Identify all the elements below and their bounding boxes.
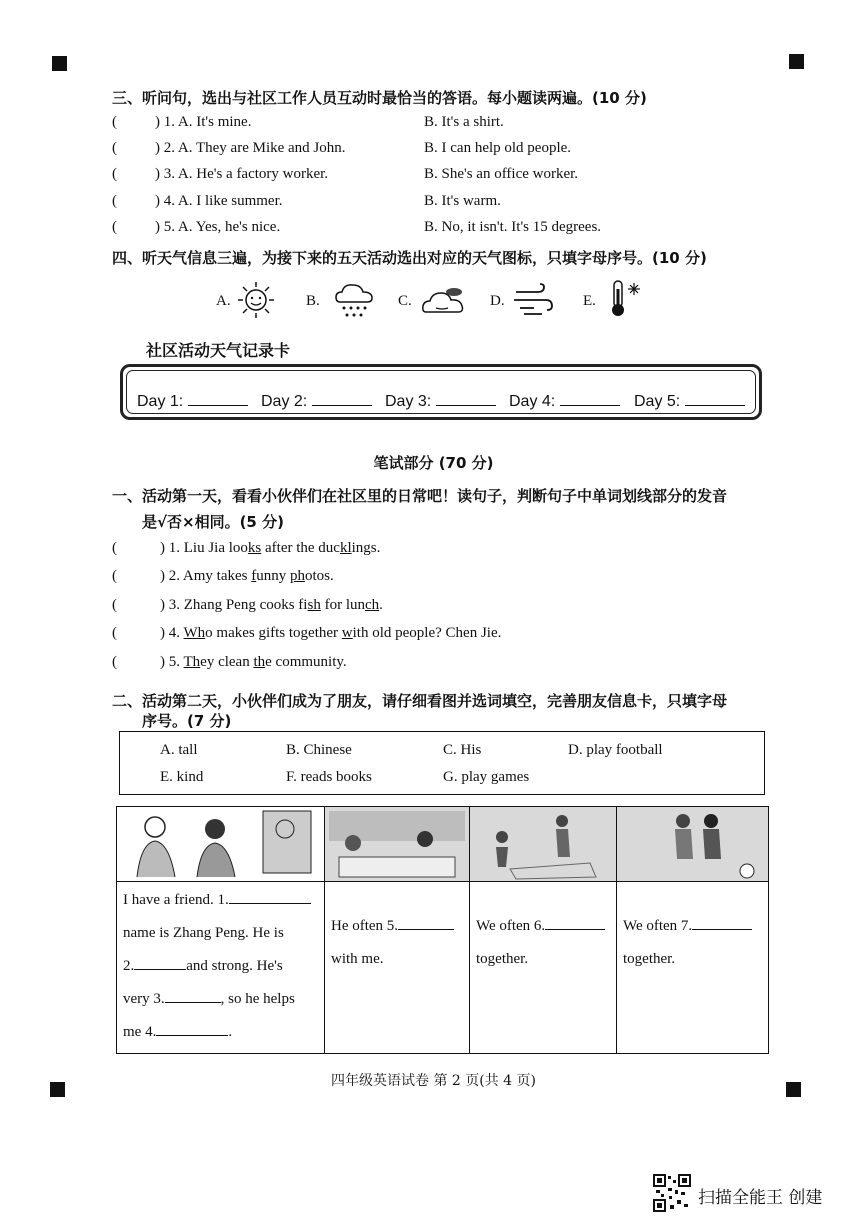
day-5-field[interactable] (634, 391, 745, 411)
cell-line: me 4. . (123, 1016, 318, 1049)
answer-blank-6[interactable] (545, 915, 605, 930)
day-3-field[interactable] (385, 391, 496, 411)
part-1-title-cont: 是√否×相同。(5 分) (142, 513, 284, 531)
friends-reading-picture (117, 807, 324, 881)
word-option: D. play football (568, 742, 663, 758)
word-option: A. tall (160, 742, 198, 758)
sun-icon (236, 280, 276, 320)
question-row: ( (112, 114, 117, 130)
answer-blank[interactable] (685, 391, 745, 406)
cell-line: name is Zhang Peng. He is (123, 925, 284, 941)
wind-icon (512, 282, 554, 318)
day-2-field[interactable] (261, 391, 372, 411)
friend-info-table (116, 806, 769, 1054)
answer-blank-3[interactable] (165, 988, 221, 1003)
section-3-title: 三、听问句，选出与社区工作人员互动时最恰当的答语。每小题读两遍。(10 分) (112, 89, 647, 107)
cell-line: He often 5. (331, 910, 463, 943)
day-label: Day 4: (509, 393, 556, 410)
cell-line: with me. (331, 951, 384, 967)
word-option: E. kind (160, 769, 204, 785)
sentence-item: ) 4. Who makes gifts together with old people? Chen Jie. (160, 625, 502, 641)
sentence-item: ) 2. Amy takes funny photos. (160, 568, 334, 584)
day-label: Day 1: (137, 393, 184, 410)
answer-blank-5[interactable] (398, 915, 454, 930)
part-2-title-cont: 序号。(7 分) (142, 712, 232, 730)
part-1-title: 一、活动第一天，看看小伙伴们在社区里的日常吧！读句子，判断句子中单词划线部分的发音 (112, 487, 728, 505)
answer-blank-1[interactable] (229, 889, 311, 904)
icon-letter: B. (306, 293, 320, 309)
answer-blank[interactable] (312, 391, 372, 406)
question-b: B. It's warm. (424, 193, 501, 209)
question-row: ( (112, 219, 117, 235)
page-footer: 四年级英语试卷 第 2 页(共 4 页) (331, 1073, 536, 1089)
weather-record-card (120, 364, 762, 420)
info-cell-4 (617, 882, 769, 1054)
day-1-field[interactable] (137, 391, 248, 411)
answer-bracket[interactable]: ( (112, 568, 117, 584)
cloud-icon (420, 282, 468, 318)
word-option: G. play games (443, 769, 530, 785)
question-row: ( (112, 140, 117, 156)
question-row: ( (112, 193, 117, 209)
kids-playing-football-picture (617, 807, 768, 881)
question-b: B. She's an office worker. (424, 166, 579, 182)
written-title-text: 笔试部分 (70 分) (373, 454, 494, 472)
part-2-title: 二、活动第二天，小伙伴们成为了朋友，请仔细看图并选词填空，完善朋友信息卡，只填字母 (112, 692, 728, 710)
question-a: ) 4. A. I like summer. (155, 193, 283, 209)
picture-cell (117, 807, 325, 882)
written-part-title (0, 452, 867, 473)
cell-line: together. (476, 951, 529, 967)
icon-letter: E. (583, 293, 596, 309)
info-cell-2 (325, 882, 470, 1054)
question-row: ( (112, 166, 117, 182)
answer-blank-7[interactable] (692, 915, 752, 930)
cell-line: 2. and strong. He's (123, 950, 318, 983)
day-label: Day 3: (385, 393, 432, 410)
answer-blank[interactable] (436, 391, 496, 406)
cell-line: We often 7. (623, 910, 762, 943)
question-b: B. No, it isn't. It's 15 degrees. (424, 219, 602, 235)
answer-blank-2[interactable] (134, 955, 186, 970)
answer-blank[interactable] (560, 391, 620, 406)
boy-reading-picture (325, 807, 469, 881)
question-a: ) 5. A. Yes, he's nice. (155, 219, 281, 235)
word-option: C. His (443, 742, 482, 758)
icon-letter: D. (490, 293, 505, 309)
answer-bracket[interactable]: ( (112, 625, 117, 641)
kids-playing-hopscotch-picture (470, 807, 616, 881)
scanner-brand: 扫描全能王 创建 (698, 1188, 823, 1208)
word-option: B. Chinese (286, 742, 352, 758)
picture-cell (617, 807, 769, 882)
icon-letter: C. (398, 293, 412, 309)
picture-cell (470, 807, 617, 882)
question-b: B. I can help old people. (424, 140, 572, 156)
answer-bracket[interactable]: ( (112, 654, 117, 670)
weather-card-title: 社区活动天气记录卡 (146, 341, 291, 360)
cell-line: very 3. , so he helps (123, 983, 318, 1016)
answer-bracket[interactable]: ( (112, 597, 117, 613)
sentence-item: ) 1. Liu Jia looks after the ducklings. (160, 540, 381, 556)
word-option: F. reads books (286, 769, 372, 785)
question-a: ) 2. A. They are Mike and John. (155, 140, 346, 156)
answer-blank[interactable] (188, 391, 248, 406)
day-label: Day 2: (261, 393, 308, 410)
corner-mark (52, 56, 67, 71)
info-cell-3 (470, 882, 617, 1054)
qr-code-icon (653, 1174, 691, 1212)
corner-mark (789, 54, 804, 69)
sentence-item: ) 3. Zhang Peng cooks fish for lunch. (160, 597, 383, 613)
answer-blank-4[interactable] (156, 1021, 228, 1036)
day-label: Day 5: (634, 393, 681, 410)
cell-line: I have a friend. 1. (123, 884, 318, 917)
word-bank (119, 731, 765, 795)
question-a: ) 1. A. It's mine. (155, 114, 252, 130)
rain-cloud-icon (332, 280, 376, 320)
sentence-item: ) 5. They clean the community. (160, 654, 347, 670)
info-cell-1 (117, 882, 325, 1054)
picture-cell (325, 807, 470, 882)
thermometer-snow-icon (606, 277, 646, 319)
cell-line: We often 6. (476, 910, 610, 943)
answer-bracket[interactable]: ( (112, 540, 117, 556)
question-a: ) 3. A. He's a factory worker. (155, 166, 329, 182)
cell-line: together. (623, 951, 676, 967)
icon-letter: A. (216, 293, 231, 309)
question-b: B. It's a shirt. (424, 114, 504, 130)
day-4-field[interactable] (509, 391, 620, 411)
section-4-title: 四、听天气信息三遍，为接下来的五天活动选出对应的天气图标，只填字母序号。(10 分) (112, 249, 707, 267)
